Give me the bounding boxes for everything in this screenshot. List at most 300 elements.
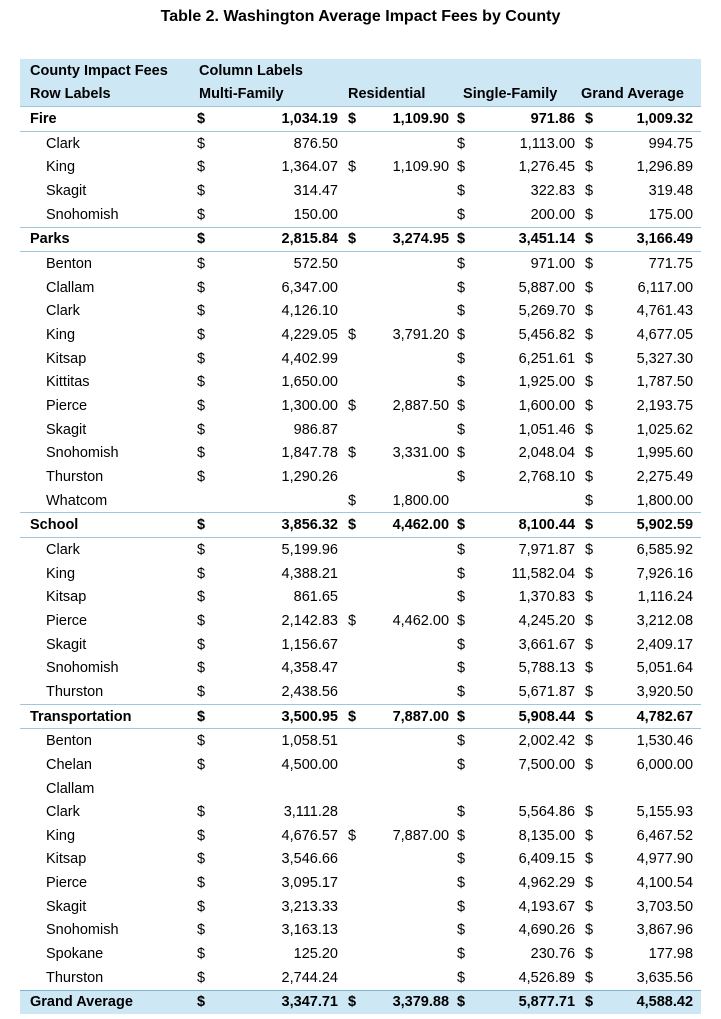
county-row bbox=[20, 156, 701, 180]
currency-symbol: $ bbox=[197, 733, 206, 750]
multi-family-value: 861.65 bbox=[293, 589, 338, 606]
currency-symbol: $ bbox=[585, 279, 594, 296]
multi-family-value: 3,111.28 bbox=[283, 804, 338, 821]
grand-average-value: 1,025.62 bbox=[636, 421, 694, 438]
currency-symbol: $ bbox=[197, 445, 206, 462]
residential-value bbox=[362, 848, 455, 872]
grand-average-value: 1,116.24 bbox=[637, 589, 694, 606]
currency-symbol: $ bbox=[197, 683, 206, 700]
currency-symbol: $ bbox=[195, 107, 231, 132]
residential-value bbox=[362, 633, 455, 657]
row-label: Pierce bbox=[46, 875, 88, 892]
single-family-value: 1,370.83 bbox=[518, 589, 576, 606]
multi-family-value: 986.87 bbox=[293, 421, 338, 438]
residential-value bbox=[362, 465, 455, 489]
residential-value: 7,887.00 bbox=[362, 704, 455, 729]
single-family-value: 230.76 bbox=[530, 946, 576, 963]
currency-symbol: $ bbox=[197, 969, 206, 986]
header-row-2 bbox=[20, 83, 701, 107]
residential-value: 3,274.95 bbox=[362, 227, 455, 252]
single-family-value: 1,113.00 bbox=[519, 135, 576, 152]
currency-symbol bbox=[344, 276, 362, 300]
currency-symbol: $ bbox=[344, 227, 362, 252]
single-family-value: 4,962.29 bbox=[518, 875, 576, 892]
header-spacer bbox=[362, 59, 701, 83]
currency-symbol: $ bbox=[457, 612, 466, 629]
county-row bbox=[20, 729, 701, 753]
currency-symbol bbox=[344, 300, 362, 324]
row-label: Chelan bbox=[46, 756, 92, 773]
single-family-value: 11,582.04 bbox=[511, 565, 576, 582]
multi-family-value: 4,358.47 bbox=[281, 660, 338, 677]
row-label: Fire bbox=[20, 107, 195, 132]
currency-symbol: $ bbox=[585, 969, 594, 986]
currency-symbol: $ bbox=[344, 513, 362, 538]
currency-symbol bbox=[344, 848, 362, 872]
currency-symbol bbox=[344, 753, 362, 777]
currency-symbol: $ bbox=[197, 350, 206, 367]
county-row bbox=[20, 800, 701, 824]
single-family-value: 8,100.44 bbox=[485, 513, 581, 538]
multi-family-value: 1,058.51 bbox=[281, 733, 338, 750]
currency-symbol: $ bbox=[457, 398, 466, 415]
category-row bbox=[20, 107, 701, 132]
multi-family-value: 150.00 bbox=[293, 206, 338, 223]
row-label: King bbox=[46, 827, 76, 844]
currency-symbol bbox=[344, 252, 362, 276]
grand-average-value: 6,000.00 bbox=[636, 756, 694, 773]
row-label: Clark bbox=[46, 303, 80, 320]
grand-average-value: 319.48 bbox=[648, 183, 694, 200]
currency-symbol: $ bbox=[457, 851, 466, 868]
county-row bbox=[20, 300, 701, 324]
currency-symbol: $ bbox=[457, 350, 466, 367]
currency-symbol: $ bbox=[585, 468, 594, 485]
currency-symbol bbox=[455, 489, 485, 513]
single-family-value: 1,600.00 bbox=[518, 398, 576, 415]
row-label: Kitsap bbox=[46, 851, 87, 868]
county-row bbox=[20, 871, 701, 895]
row-label: Benton bbox=[46, 256, 92, 273]
currency-symbol: $ bbox=[455, 990, 485, 1014]
currency-symbol bbox=[581, 777, 601, 801]
residential-value bbox=[362, 729, 455, 753]
row-label: Clark bbox=[46, 804, 80, 821]
single-family-value: 7,971.87 bbox=[518, 541, 576, 558]
table-body bbox=[20, 107, 701, 990]
multi-family-value: 4,126.10 bbox=[281, 303, 338, 320]
single-family-value: 4,245.20 bbox=[518, 612, 576, 629]
currency-symbol: $ bbox=[457, 135, 466, 152]
grand-average-value: 4,977.90 bbox=[636, 851, 694, 868]
county-row bbox=[20, 609, 701, 633]
currency-symbol bbox=[344, 729, 362, 753]
currency-symbol: $ bbox=[195, 513, 231, 538]
county-row bbox=[20, 585, 701, 609]
grand-average-value: 2,275.49 bbox=[636, 468, 694, 485]
currency-symbol bbox=[344, 919, 362, 943]
county-row bbox=[20, 371, 701, 395]
row-label: Skagit bbox=[46, 183, 87, 200]
single-family-value: 4,193.67 bbox=[518, 898, 576, 915]
currency-symbol: $ bbox=[457, 756, 466, 773]
single-family-value: 5,887.00 bbox=[518, 279, 576, 296]
multi-family-value: 1,156.67 bbox=[281, 636, 338, 653]
residential-value bbox=[362, 800, 455, 824]
currency-symbol: $ bbox=[197, 898, 206, 915]
currency-symbol: $ bbox=[581, 990, 601, 1014]
currency-symbol: $ bbox=[457, 827, 466, 844]
multi-family-value: 1,034.19 bbox=[231, 107, 344, 132]
multi-family-value bbox=[231, 489, 344, 513]
row-label: Skagit bbox=[46, 636, 87, 653]
currency-symbol: $ bbox=[197, 946, 206, 963]
single-family-value: 5,877.71 bbox=[485, 990, 581, 1014]
currency-symbol: $ bbox=[195, 227, 231, 252]
multi-family-value bbox=[231, 777, 344, 801]
grand-average-value: 771.75 bbox=[648, 256, 694, 273]
currency-symbol: $ bbox=[585, 256, 594, 273]
currency-symbol: $ bbox=[457, 922, 466, 939]
multi-family-value: 1,847.78 bbox=[281, 445, 338, 462]
row-label: Kittitas bbox=[46, 374, 90, 391]
currency-symbol: $ bbox=[457, 206, 466, 223]
grand-average-value: 4,782.67 bbox=[601, 704, 701, 729]
county-row bbox=[20, 966, 701, 990]
currency-symbol: $ bbox=[585, 445, 594, 462]
grand-average-value: 3,635.56 bbox=[636, 969, 694, 986]
currency-symbol bbox=[455, 777, 485, 801]
residential-value bbox=[362, 203, 455, 227]
currency-symbol: $ bbox=[457, 541, 466, 558]
county-row bbox=[20, 562, 701, 586]
currency-symbol: $ bbox=[197, 398, 206, 415]
single-family-value: 5,788.13 bbox=[518, 660, 576, 677]
currency-symbol: $ bbox=[195, 704, 231, 729]
row-label: Skagit bbox=[46, 421, 87, 438]
currency-symbol bbox=[195, 777, 231, 801]
currency-symbol: $ bbox=[457, 303, 466, 320]
multi-family-value: 6,347.00 bbox=[281, 279, 338, 296]
residential-value bbox=[362, 562, 455, 586]
currency-symbol: $ bbox=[585, 327, 594, 344]
residential-value: 7,887.00 bbox=[392, 827, 450, 844]
row-label: Thurston bbox=[46, 468, 104, 485]
residential-value: 1,109.90 bbox=[392, 159, 450, 176]
county-row bbox=[20, 131, 701, 155]
grand-average-value: 6,585.92 bbox=[636, 541, 694, 558]
multi-family-value: 4,402.99 bbox=[281, 350, 338, 367]
multi-family-value: 1,300.00 bbox=[281, 398, 338, 415]
currency-symbol: $ bbox=[585, 851, 594, 868]
currency-symbol: $ bbox=[197, 279, 206, 296]
currency-symbol bbox=[344, 465, 362, 489]
currency-symbol bbox=[344, 562, 362, 586]
row-label: Thurston bbox=[46, 683, 104, 700]
county-row bbox=[20, 848, 701, 872]
residential-value bbox=[362, 418, 455, 442]
grand-average-value: 4,100.54 bbox=[636, 875, 694, 892]
currency-symbol: $ bbox=[585, 612, 594, 629]
currency-symbol: $ bbox=[585, 303, 594, 320]
multi-family-value: 3,500.95 bbox=[231, 704, 344, 729]
residential-value bbox=[362, 777, 455, 801]
currency-symbol: $ bbox=[197, 804, 206, 821]
residential-header: Residential bbox=[344, 83, 455, 107]
currency-symbol: $ bbox=[197, 256, 206, 273]
grand-average-value: 1,296.89 bbox=[636, 159, 694, 176]
single-family-value: 4,526.89 bbox=[518, 969, 576, 986]
county-row bbox=[20, 777, 701, 801]
currency-symbol: $ bbox=[457, 946, 466, 963]
county-row bbox=[20, 465, 701, 489]
currency-symbol: $ bbox=[581, 513, 601, 538]
residential-value bbox=[362, 585, 455, 609]
county-row bbox=[20, 276, 701, 300]
multi-family-header: Multi-Family bbox=[195, 83, 344, 107]
currency-symbol: $ bbox=[197, 612, 206, 629]
currency-symbol: $ bbox=[197, 135, 206, 152]
currency-symbol: $ bbox=[457, 279, 466, 296]
row-label: Pierce bbox=[46, 398, 88, 415]
residential-value bbox=[362, 179, 455, 203]
multi-family-value: 4,500.00 bbox=[281, 756, 338, 773]
currency-symbol: $ bbox=[195, 990, 231, 1014]
currency-symbol: $ bbox=[585, 541, 594, 558]
currency-symbol: $ bbox=[585, 804, 594, 821]
single-family-value: 5,564.86 bbox=[518, 804, 576, 821]
county-row bbox=[20, 203, 701, 227]
row-label: Grand Average bbox=[20, 990, 195, 1014]
currency-symbol: $ bbox=[197, 589, 206, 606]
multi-family-value: 3,546.66 bbox=[281, 851, 338, 868]
grand-average-value: 7,926.16 bbox=[636, 565, 694, 582]
currency-symbol: $ bbox=[585, 159, 594, 176]
currency-symbol: $ bbox=[455, 107, 485, 132]
currency-symbol: $ bbox=[457, 256, 466, 273]
currency-symbol: $ bbox=[344, 990, 362, 1014]
currency-symbol: $ bbox=[457, 468, 466, 485]
currency-symbol bbox=[195, 489, 231, 513]
county-row bbox=[20, 418, 701, 442]
currency-symbol bbox=[344, 585, 362, 609]
grand-average-value bbox=[601, 777, 701, 801]
grand-average-value: 5,155.93 bbox=[636, 804, 694, 821]
county-row bbox=[20, 179, 701, 203]
currency-symbol: $ bbox=[197, 756, 206, 773]
category-row bbox=[20, 227, 701, 252]
currency-symbol: $ bbox=[585, 183, 594, 200]
currency-symbol: $ bbox=[457, 733, 466, 750]
single-family-value: 5,456.82 bbox=[518, 327, 576, 344]
county-row bbox=[20, 252, 701, 276]
currency-symbol: $ bbox=[344, 704, 362, 729]
residential-value: 3,791.20 bbox=[392, 327, 450, 344]
currency-symbol: $ bbox=[457, 589, 466, 606]
grand-average-value: 1,787.50 bbox=[636, 374, 694, 391]
residential-value bbox=[362, 656, 455, 680]
multi-family-value: 2,142.83 bbox=[281, 612, 338, 629]
multi-family-value: 3,213.33 bbox=[281, 898, 338, 915]
currency-symbol: $ bbox=[585, 589, 594, 606]
single-family-value: 7,500.00 bbox=[518, 756, 576, 773]
single-family-value: 5,269.70 bbox=[518, 303, 576, 320]
multi-family-value: 3,856.32 bbox=[231, 513, 344, 538]
multi-family-value: 1,290.26 bbox=[281, 468, 338, 485]
currency-symbol: $ bbox=[197, 541, 206, 558]
county-row bbox=[20, 824, 701, 848]
grand-average-value: 1,530.46 bbox=[636, 733, 694, 750]
multi-family-value: 3,095.17 bbox=[281, 875, 338, 892]
currency-symbol: $ bbox=[457, 183, 466, 200]
currency-symbol: $ bbox=[455, 704, 485, 729]
multi-family-value: 572.50 bbox=[293, 256, 338, 273]
row-label: Clallam bbox=[46, 780, 95, 797]
currency-symbol: $ bbox=[197, 636, 206, 653]
single-family-value: 6,409.15 bbox=[518, 851, 576, 868]
currency-symbol: $ bbox=[197, 183, 206, 200]
currency-symbol: $ bbox=[457, 565, 466, 582]
currency-symbol: $ bbox=[197, 159, 206, 176]
residential-value bbox=[362, 538, 455, 562]
currency-symbol: $ bbox=[455, 227, 485, 252]
currency-symbol: $ bbox=[585, 946, 594, 963]
grand-average-value: 6,467.52 bbox=[636, 827, 694, 844]
grand-average-value: 994.75 bbox=[648, 135, 694, 152]
single-family-value bbox=[485, 777, 581, 801]
currency-symbol: $ bbox=[585, 683, 594, 700]
residential-value: 2,887.50 bbox=[392, 398, 450, 415]
county-row bbox=[20, 323, 701, 347]
table-title: Table 2. Washington Average Impact Fees by County bbox=[160, 8, 561, 25]
multi-family-value: 876.50 bbox=[293, 135, 338, 152]
currency-symbol: $ bbox=[197, 421, 206, 438]
currency-symbol: $ bbox=[585, 636, 594, 653]
grand-average-value: 1,995.60 bbox=[636, 445, 694, 462]
currency-symbol: $ bbox=[581, 704, 601, 729]
row-label: Pierce bbox=[46, 612, 88, 629]
residential-value: 3,379.88 bbox=[362, 990, 455, 1014]
residential-value bbox=[362, 276, 455, 300]
currency-symbol bbox=[344, 203, 362, 227]
single-family-value: 1,051.46 bbox=[518, 421, 576, 438]
single-family-header: Single-Family bbox=[455, 83, 581, 107]
county-row bbox=[20, 919, 701, 943]
county-row bbox=[20, 656, 701, 680]
grand-average-value: 3,703.50 bbox=[636, 898, 694, 915]
residential-value bbox=[362, 300, 455, 324]
single-family-value: 971.86 bbox=[485, 107, 581, 132]
currency-symbol: $ bbox=[457, 683, 466, 700]
single-family-value: 971.00 bbox=[530, 256, 576, 273]
grand-average-value: 6,117.00 bbox=[637, 279, 694, 296]
multi-family-value: 2,744.24 bbox=[281, 969, 338, 986]
row-label: King bbox=[46, 327, 76, 344]
single-family-value: 8,135.00 bbox=[518, 827, 576, 844]
currency-symbol bbox=[344, 895, 362, 919]
county-row bbox=[20, 753, 701, 777]
grand-average-value: 5,327.30 bbox=[636, 350, 694, 367]
currency-symbol: $ bbox=[197, 206, 206, 223]
residential-value bbox=[362, 753, 455, 777]
single-family-value: 1,925.00 bbox=[518, 374, 576, 391]
currency-symbol: $ bbox=[457, 969, 466, 986]
currency-symbol: $ bbox=[457, 374, 466, 391]
table-footer bbox=[20, 990, 701, 1014]
currency-symbol: $ bbox=[348, 398, 357, 415]
currency-symbol bbox=[344, 371, 362, 395]
currency-symbol: $ bbox=[585, 206, 594, 223]
currency-symbol bbox=[344, 418, 362, 442]
currency-symbol bbox=[344, 680, 362, 704]
residential-value bbox=[362, 371, 455, 395]
currency-symbol: $ bbox=[457, 804, 466, 821]
table-header bbox=[20, 59, 701, 107]
row-label: King bbox=[46, 565, 76, 582]
grand-average-value: 175.00 bbox=[648, 206, 694, 223]
row-label: Kitsap bbox=[46, 350, 87, 367]
single-family-value bbox=[485, 489, 581, 513]
row-label: Whatcom bbox=[46, 492, 108, 509]
currency-symbol: $ bbox=[581, 227, 601, 252]
multi-family-value: 4,229.05 bbox=[281, 327, 338, 344]
currency-symbol bbox=[344, 633, 362, 657]
single-family-value: 5,671.87 bbox=[518, 683, 576, 700]
residential-value bbox=[362, 919, 455, 943]
row-label: Clark bbox=[46, 541, 80, 558]
currency-symbol: $ bbox=[197, 827, 206, 844]
county-row bbox=[20, 895, 701, 919]
row-label: School bbox=[20, 513, 195, 538]
grand-average-value: 3,867.96 bbox=[636, 922, 694, 939]
currency-symbol: $ bbox=[585, 660, 594, 677]
county-row bbox=[20, 633, 701, 657]
row-label: Kitsap bbox=[46, 589, 87, 606]
category-row bbox=[20, 704, 701, 729]
grand-average-value: 5,051.64 bbox=[636, 660, 694, 677]
grand-average-value: 2,409.17 bbox=[636, 636, 694, 653]
residential-value bbox=[362, 131, 455, 155]
currency-symbol: $ bbox=[197, 327, 206, 344]
residential-value: 1,800.00 bbox=[392, 492, 450, 509]
grand-average-header: Grand Average bbox=[581, 83, 701, 107]
grand-average-value: 4,677.05 bbox=[636, 327, 694, 344]
grand-average-value: 3,166.49 bbox=[601, 227, 701, 252]
currency-symbol: $ bbox=[348, 612, 357, 629]
multi-family-value: 4,388.21 bbox=[281, 565, 338, 582]
currency-symbol bbox=[344, 871, 362, 895]
currency-symbol bbox=[344, 656, 362, 680]
county-row bbox=[20, 489, 701, 513]
row-label: Transportation bbox=[20, 704, 195, 729]
currency-symbol: $ bbox=[197, 374, 206, 391]
currency-symbol bbox=[344, 179, 362, 203]
residential-value: 4,462.00 bbox=[362, 513, 455, 538]
currency-symbol: $ bbox=[457, 421, 466, 438]
multi-family-value: 125.20 bbox=[293, 946, 338, 963]
residential-value bbox=[362, 347, 455, 371]
currency-symbol: $ bbox=[585, 350, 594, 367]
currency-symbol: $ bbox=[197, 922, 206, 939]
row-label: Thurston bbox=[46, 969, 104, 986]
single-family-value: 6,251.61 bbox=[518, 350, 576, 367]
single-family-value: 322.83 bbox=[530, 183, 576, 200]
currency-symbol: $ bbox=[585, 827, 594, 844]
row-labels-header: Row Labels bbox=[20, 83, 195, 107]
grand-average-value: 3,920.50 bbox=[636, 683, 694, 700]
single-family-value: 3,451.14 bbox=[485, 227, 581, 252]
currency-symbol: $ bbox=[348, 492, 357, 509]
